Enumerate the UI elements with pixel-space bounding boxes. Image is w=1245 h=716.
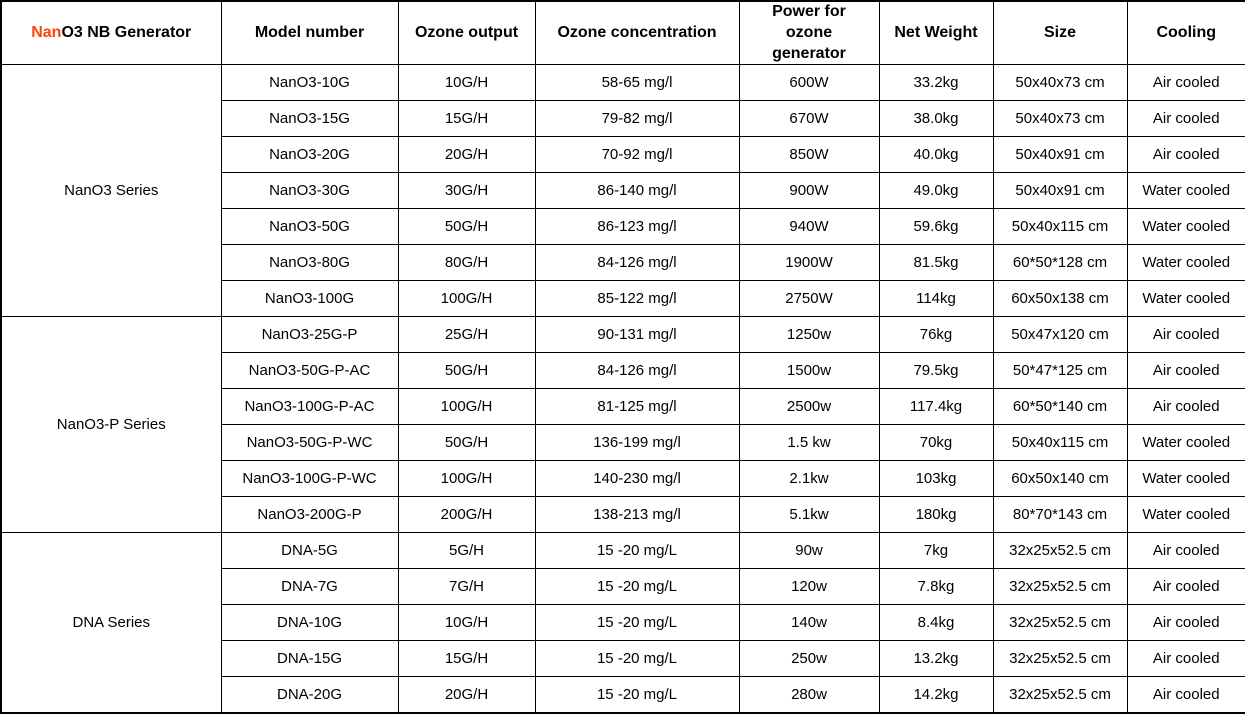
net-weight-cell: 180kg bbox=[879, 497, 993, 533]
size-cell: 50x40x73 cm bbox=[993, 65, 1127, 101]
power-cell: 280w bbox=[739, 677, 879, 713]
ozone-output-cell: 50G/H bbox=[398, 425, 535, 461]
size-cell: 60*50*140 cm bbox=[993, 389, 1127, 425]
ozone-output-cell: 50G/H bbox=[398, 209, 535, 245]
size-cell: 50*47*125 cm bbox=[993, 353, 1127, 389]
power-cell: 2750W bbox=[739, 281, 879, 317]
net-weight-cell: 8.4kg bbox=[879, 605, 993, 641]
size-cell: 50x40x91 cm bbox=[993, 137, 1127, 173]
header-power-label: Power for ozone generator bbox=[772, 3, 846, 62]
net-weight-cell: 81.5kg bbox=[879, 245, 993, 281]
cooling-cell: Air cooled bbox=[1127, 677, 1245, 713]
model-number-cell: NanO3-30G bbox=[221, 173, 398, 209]
size-cell: 50x40x115 cm bbox=[993, 425, 1127, 461]
net-weight-cell: 117.4kg bbox=[879, 389, 993, 425]
series-group-label: DNA Series bbox=[1, 533, 221, 713]
ozone-output-cell: 80G/H bbox=[398, 245, 535, 281]
brand-accent-text: Nan bbox=[31, 24, 62, 42]
ozone-concentration-cell: 86-123 mg/l bbox=[535, 209, 739, 245]
ozone-concentration-cell: 15 -20 mg/L bbox=[535, 569, 739, 605]
size-cell: 32x25x52.5 cm bbox=[993, 605, 1127, 641]
table-row bbox=[1, 533, 1245, 569]
model-number-cell: NanO3-80G bbox=[221, 245, 398, 281]
net-weight-cell: 59.6kg bbox=[879, 209, 993, 245]
power-cell: 900W bbox=[739, 173, 879, 209]
net-weight-cell: 33.2kg bbox=[879, 65, 993, 101]
net-weight-cell: 70kg bbox=[879, 425, 993, 461]
model-number-cell: NanO3-10G bbox=[221, 65, 398, 101]
power-cell: 120w bbox=[739, 569, 879, 605]
net-weight-cell: 114kg bbox=[879, 281, 993, 317]
model-number-cell: NanO3-50G-P-AC bbox=[221, 353, 398, 389]
model-number-cell: NanO3-100G-P-AC bbox=[221, 389, 398, 425]
size-cell: 60x50x140 cm bbox=[993, 461, 1127, 497]
series-group-label: NanO3 Series bbox=[1, 65, 221, 317]
power-cell: 1500w bbox=[739, 353, 879, 389]
cooling-cell: Water cooled bbox=[1127, 209, 1245, 245]
cooling-cell: Water cooled bbox=[1127, 461, 1245, 497]
model-number-cell: NanO3-50G-P-WC bbox=[221, 425, 398, 461]
header-row bbox=[1, 1, 1245, 65]
ozone-concentration-cell: 15 -20 mg/L bbox=[535, 605, 739, 641]
ozone-concentration-cell: 79-82 mg/l bbox=[535, 101, 739, 137]
table-body bbox=[1, 65, 1245, 713]
model-number-cell: NanO3-200G-P bbox=[221, 497, 398, 533]
ozone-concentration-cell: 58-65 mg/l bbox=[535, 65, 739, 101]
cooling-cell: Air cooled bbox=[1127, 65, 1245, 101]
power-cell: 5.1kw bbox=[739, 497, 879, 533]
net-weight-cell: 79.5kg bbox=[879, 353, 993, 389]
net-weight-cell: 38.0kg bbox=[879, 101, 993, 137]
cooling-cell: Air cooled bbox=[1127, 389, 1245, 425]
power-cell: 250w bbox=[739, 641, 879, 677]
header-cooling: Cooling bbox=[1127, 1, 1245, 65]
net-weight-cell: 76kg bbox=[879, 317, 993, 353]
cooling-cell: Air cooled bbox=[1127, 533, 1245, 569]
ozone-concentration-cell: 81-125 mg/l bbox=[535, 389, 739, 425]
table-row bbox=[1, 65, 1245, 101]
cooling-cell: Air cooled bbox=[1127, 317, 1245, 353]
model-number-cell: NanO3-25G-P bbox=[221, 317, 398, 353]
size-cell: 32x25x52.5 cm bbox=[993, 677, 1127, 713]
series-group-label: NanO3-P Series bbox=[1, 317, 221, 533]
power-cell: 670W bbox=[739, 101, 879, 137]
ozone-concentration-cell: 84-126 mg/l bbox=[535, 353, 739, 389]
cooling-cell: Air cooled bbox=[1127, 569, 1245, 605]
model-number-cell: DNA-5G bbox=[221, 533, 398, 569]
net-weight-cell: 13.2kg bbox=[879, 641, 993, 677]
power-cell: 90w bbox=[739, 533, 879, 569]
power-cell: 1900W bbox=[739, 245, 879, 281]
ozone-output-cell: 200G/H bbox=[398, 497, 535, 533]
cooling-cell: Air cooled bbox=[1127, 641, 1245, 677]
size-cell: 50x40x73 cm bbox=[993, 101, 1127, 137]
model-number-cell: DNA-15G bbox=[221, 641, 398, 677]
ozone-output-cell: 10G/H bbox=[398, 605, 535, 641]
net-weight-cell: 49.0kg bbox=[879, 173, 993, 209]
ozone-concentration-cell: 85-122 mg/l bbox=[535, 281, 739, 317]
model-number-cell: DNA-20G bbox=[221, 677, 398, 713]
net-weight-cell: 7.8kg bbox=[879, 569, 993, 605]
size-cell: 32x25x52.5 cm bbox=[993, 641, 1127, 677]
power-cell: 600W bbox=[739, 65, 879, 101]
ozone-output-cell: 100G/H bbox=[398, 389, 535, 425]
ozone-output-cell: 7G/H bbox=[398, 569, 535, 605]
model-number-cell: DNA-10G bbox=[221, 605, 398, 641]
ozone-concentration-cell: 15 -20 mg/L bbox=[535, 641, 739, 677]
cooling-cell: Water cooled bbox=[1127, 281, 1245, 317]
model-number-cell: NanO3-100G bbox=[221, 281, 398, 317]
ozone-output-cell: 30G/H bbox=[398, 173, 535, 209]
cooling-cell: Water cooled bbox=[1127, 497, 1245, 533]
ozone-output-cell: 5G/H bbox=[398, 533, 535, 569]
ozone-concentration-cell: 140-230 mg/l bbox=[535, 461, 739, 497]
ozone-concentration-cell: 70-92 mg/l bbox=[535, 137, 739, 173]
ozone-output-cell: 15G/H bbox=[398, 641, 535, 677]
table-row bbox=[1, 317, 1245, 353]
size-cell: 80*70*143 cm bbox=[993, 497, 1127, 533]
power-cell: 140w bbox=[739, 605, 879, 641]
net-weight-cell: 40.0kg bbox=[879, 137, 993, 173]
ozone-output-cell: 25G/H bbox=[398, 317, 535, 353]
ozone-output-cell: 20G/H bbox=[398, 137, 535, 173]
ozone-concentration-cell: 15 -20 mg/L bbox=[535, 533, 739, 569]
model-number-cell: NanO3-50G bbox=[221, 209, 398, 245]
net-weight-cell: 103kg bbox=[879, 461, 993, 497]
header-power bbox=[739, 1, 879, 65]
cooling-cell: Water cooled bbox=[1127, 245, 1245, 281]
size-cell: 50x40x91 cm bbox=[993, 173, 1127, 209]
brand-rest-text: O3 NB Generator bbox=[61, 24, 192, 42]
size-cell: 50x47x120 cm bbox=[993, 317, 1127, 353]
ozone-output-cell: 20G/H bbox=[398, 677, 535, 713]
ozone-concentration-cell: 86-140 mg/l bbox=[535, 173, 739, 209]
header-model-number: Model number bbox=[221, 1, 398, 65]
ozone-concentration-cell: 138-213 mg/l bbox=[535, 497, 739, 533]
cooling-cell: Air cooled bbox=[1127, 101, 1245, 137]
size-cell: 60*50*128 cm bbox=[993, 245, 1127, 281]
size-cell: 32x25x52.5 cm bbox=[993, 533, 1127, 569]
ozone-output-cell: 100G/H bbox=[398, 461, 535, 497]
power-cell: 850W bbox=[739, 137, 879, 173]
header-generator-title bbox=[1, 1, 221, 65]
header-ozone-output: Ozone output bbox=[398, 1, 535, 65]
ozone-concentration-cell: 15 -20 mg/L bbox=[535, 677, 739, 713]
cooling-cell: Air cooled bbox=[1127, 605, 1245, 641]
net-weight-cell: 7kg bbox=[879, 533, 993, 569]
net-weight-cell: 14.2kg bbox=[879, 677, 993, 713]
header-net-weight: Net Weight bbox=[879, 1, 993, 65]
ozone-concentration-cell: 84-126 mg/l bbox=[535, 245, 739, 281]
ozone-output-cell: 50G/H bbox=[398, 353, 535, 389]
ozone-concentration-cell: 90-131 mg/l bbox=[535, 317, 739, 353]
power-cell: 2500w bbox=[739, 389, 879, 425]
table-header bbox=[1, 1, 1245, 65]
model-number-cell: NanO3-100G-P-WC bbox=[221, 461, 398, 497]
ozone-output-cell: 100G/H bbox=[398, 281, 535, 317]
cooling-cell: Water cooled bbox=[1127, 425, 1245, 461]
model-number-cell: NanO3-20G bbox=[221, 137, 398, 173]
size-cell: 50x40x115 cm bbox=[993, 209, 1127, 245]
cooling-cell: Water cooled bbox=[1127, 173, 1245, 209]
header-size: Size bbox=[993, 1, 1127, 65]
size-cell: 32x25x52.5 cm bbox=[993, 569, 1127, 605]
power-cell: 940W bbox=[739, 209, 879, 245]
cooling-cell: Air cooled bbox=[1127, 353, 1245, 389]
cooling-cell: Air cooled bbox=[1127, 137, 1245, 173]
model-number-cell: DNA-7G bbox=[221, 569, 398, 605]
power-cell: 2.1kw bbox=[739, 461, 879, 497]
size-cell: 60x50x138 cm bbox=[993, 281, 1127, 317]
model-number-cell: NanO3-15G bbox=[221, 101, 398, 137]
ozone-output-cell: 10G/H bbox=[398, 65, 535, 101]
ozone-concentration-cell: 136-199 mg/l bbox=[535, 425, 739, 461]
ozone-output-cell: 15G/H bbox=[398, 101, 535, 137]
power-cell: 1250w bbox=[739, 317, 879, 353]
header-ozone-concentration: Ozone concentration bbox=[535, 1, 739, 65]
power-cell: 1.5 kw bbox=[739, 425, 879, 461]
